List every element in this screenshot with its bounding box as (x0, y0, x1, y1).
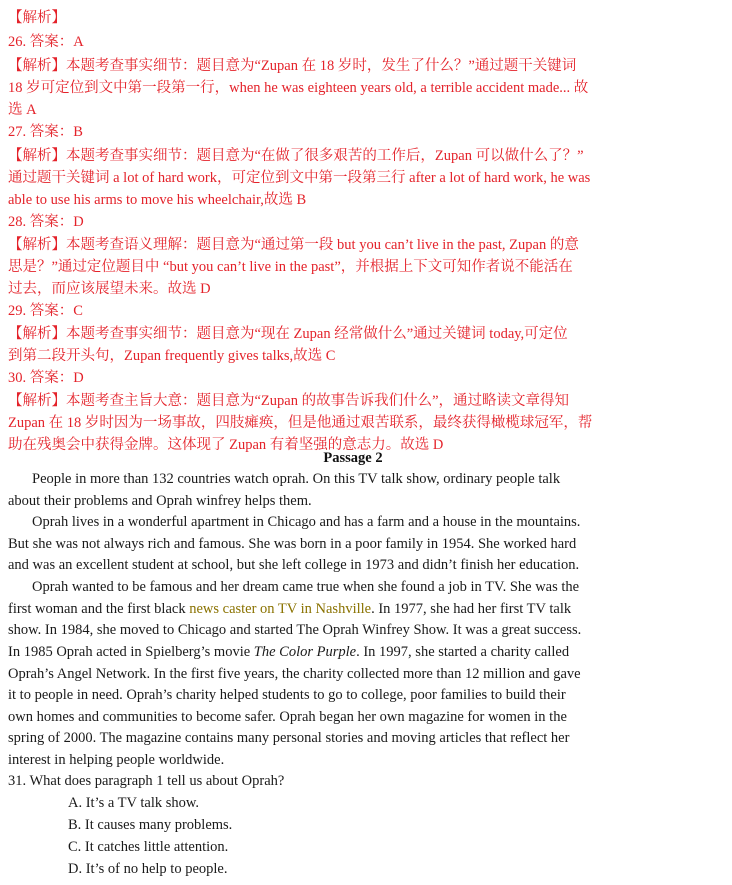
passage-p2-line-1: Oprah lives in a wonderful apartment in Chicago and has a farm and a house in the mountains. (32, 514, 581, 530)
answer-26: 26. 答案：A (8, 34, 84, 50)
analysis-29-line-2: 到第二段开头句，Zupan frequently gives talks,故选 C (8, 348, 336, 364)
passage-p3-line-3: show. In 1984, she moved to Chicago and started The Oprah Winfrey Show. It was a great success. (8, 622, 582, 638)
analysis-27-line-3: able to use his arms to move his wheelchair,故选 B (8, 192, 307, 208)
movie-title: The Color Purple (253, 644, 357, 660)
analysis-26-line-1: 【解析】本题考查事实细节：题目意为“Zupan 在 18 岁时，发生了什么？”通过题干关键词 (8, 58, 577, 74)
passage-p2-line-2: But she was not always rich and famous. She was born in a poor family in 1954. She worked hard (8, 536, 577, 552)
analysis-header: 【解析】 (8, 10, 66, 26)
passage-p3-line-8: spring of 2000. The magazine contains many personal stories and moving articles that reflect her (8, 730, 570, 746)
answer-30: 30. 答案：D (8, 370, 84, 386)
analysis-27-line-1: 【解析】本题考查事实细节：题目意为“在做了很多艰苦的工作后，Zupan 可以做什么了？” (8, 148, 584, 164)
question-31-option-d: D. It’s of no help to people. (68, 861, 228, 877)
passage-p3-line-9: interest in helping people worldwide. (8, 752, 225, 768)
analysis-30-line-3: 助在残奥会中获得金牌。这体现了 Zupan 有着坚强的意志力。故选 D (8, 437, 444, 453)
answer-28: 28. 答案：D (8, 214, 84, 230)
analysis-30-line-2: Zupan 在 18 岁时因为一场事故，四肢瘫痪，但是他通过艰苦联系，最终获得橄榄球冠军，帮 (8, 415, 593, 431)
analysis-27-line-2: 通过题干关键词 a lot of hard work，可定位到文中第一段第三行 after a lot of hard work, he was (8, 170, 591, 186)
passage-title: Passage 2 (323, 450, 383, 466)
question-31-option-b: B. It causes many problems. (68, 817, 233, 833)
passage-p1-line-1: People in more than 132 countries watch oprah. On this TV talk show, ordinary people talk (32, 471, 561, 487)
passage-p3-line-2: first woman and the first black news caster on TV in Nashville. In 1977, she had her first TV talk (8, 601, 572, 617)
answer-27: 27. 答案：B (8, 124, 83, 140)
passage-p1-line-2: about their problems and Oprah winfrey helps them. (8, 493, 312, 509)
analysis-28-line-1: 【解析】本题考查语义理解：题目意为“通过第一段 but you can’t live in the past, Zupan 的意 (8, 237, 579, 253)
analysis-28-line-2: 思是？”通过定位题目中 “but you can’t live in the past”，并根据上下文可知作者说不能活在 (8, 259, 573, 275)
question-31-stem: 31. What does paragraph 1 tell us about Oprah? (8, 773, 285, 789)
passage-p3-line-6: it to people in need. Oprah’s charity helped students to go to college, poor families to build their (8, 687, 566, 703)
analysis-28-line-3: 过去，而应该展望未来。故选 D (8, 281, 211, 297)
analysis-26-line-2: 18 岁可定位到文中第一段第一行，when he was eighteen years old, a terrible accident made... 故 (8, 80, 589, 96)
passage-p3-line-5: Oprah’s Angel Network. In the first five years, the charity collected more than 12 million and gave (8, 666, 581, 682)
question-31-option-c: C. It catches little attention. (68, 839, 229, 855)
passage-p3-line-7: own homes and communities to become safer. Oprah began her own magazine for women in the (8, 709, 567, 725)
question-31-option-a: A. It’s a TV talk show. (68, 795, 200, 811)
highlighted-phrase: news caster on TV in Nashville (189, 601, 372, 617)
analysis-29-line-1: 【解析】本题考查事实细节：题目意为“现在 Zupan 经常做什么”通过关键词 today,可定位 (8, 326, 568, 342)
answer-29: 29. 答案：C (8, 303, 83, 319)
passage-p3-line-1: Oprah wanted to be famous and her dream came true when she found a job in TV. She was the (32, 579, 580, 595)
passage-p3-line-4: In 1985 Oprah acted in Spielberg’s movie The Color Purple. In 1997, she started a charity called (8, 644, 570, 660)
analysis-26-line-3: 选 A (8, 102, 37, 118)
passage-p2-line-3: and was an excellent student at school, but she left college in 1973 and didn’t finish her education. (8, 557, 580, 573)
analysis-30-line-1: 【解析】本题考查主旨大意：题目意为“Zupan 的故事告诉我们什么”，通过略读文章得知 (8, 393, 570, 409)
